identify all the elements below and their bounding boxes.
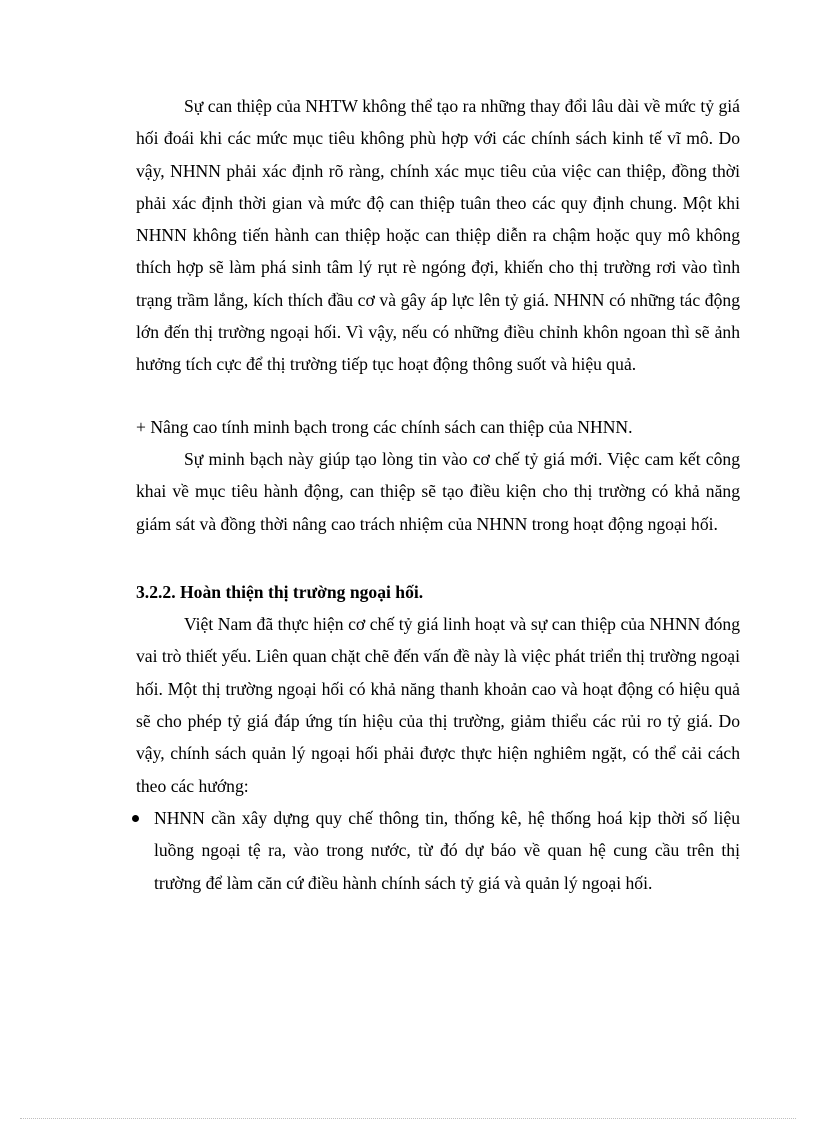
paragraph-transparency: Sự minh bạch này giúp tạo lòng tin vào cơ chế tỷ giá mới. Việc cam kết công khai về mục tiêu hành động, can thiệp sẽ tạo điều kiện cho thị trường có khả năng giám sát và đồng thời nâng cao trách nhiệm của NHNN trong hoạt động ngoại hối.: [136, 448, 740, 534]
subpoint-transparency: + Nâng cao tính minh bạch trong các chính sách can thiệp của NHNN.: [136, 416, 633, 437]
page-bottom-divider: [20, 1118, 796, 1119]
spacer: [136, 540, 740, 576]
section-heading: 3.2.2. Hoàn thiện thị trường ngoại hối.: [136, 581, 424, 602]
bullet-icon: [132, 815, 139, 822]
spacer: [136, 381, 740, 411]
paragraph-forex-market: Việt Nam đã thực hiện cơ chế tỷ giá linh hoạt và sự can thiệp của NHNN đóng vai trò thiết yếu. Liên quan chặt chẽ đến vấn đề này là việc phát triển thị trường ngoại hối. Một thị trường ngoại hối có khả năng thanh khoản cao và hoạt động có hiệu quả sẽ cho phép tỷ giá đáp ứng tín hiệu của thị trường, giảm thiểu các rủi ro tỷ giá. Do vậy, chính sách quản lý ngoại hối phải được thực hiện nghiêm ngặt, có thể cải cách theo các hướng:: [136, 614, 740, 796]
list-item: [136, 802, 740, 899]
bullet-list: [136, 802, 740, 899]
list-item-text: NHNN cần xây dựng quy chế thông tin, thống kê, hệ thống hoá kịp thời số liệu luồng ngoại tệ ra, vào trong nước, từ đó dự báo về quan hệ cung cầu trên thị trường để làm căn cứ điều hành chính sách tỷ giá và quản lý ngoại hối.: [154, 807, 740, 893]
paragraph-intervention: Sự can thiệp của NHTW không thể tạo ra những thay đổi lâu dài về mức tỷ giá hối đoái khi các mức mục tiêu không phù hợp với các chính sách kinh tế vĩ mô. Do vậy, NHNN phải xác định rõ ràng, chính xác mục tiêu của việc can thiệp, đồng thời phải xác định thời gian và mức độ can thiệp tuân theo các quy định chung. Một khi NHNN không tiến hành can thiệp hoặc can thiệp diễn ra chậm hoặc quy mô không thích hợp sẽ làm phá sinh tâm lý rụt rè ngóng đợi, khiến cho thị trường rơi vào tình trạng trầm lắng, kích thích đầu cơ và gây áp lực lên tỷ giá. NHNN có những tác động lớn đến thị trường ngoại hối. Vì vậy, nếu có những điều chỉnh khôn ngoan thì sẽ ảnh hưởng tích cực để thị trường tiếp tục hoạt động thông suốt và hiệu quả.: [136, 96, 740, 375]
document-body: [136, 90, 740, 899]
